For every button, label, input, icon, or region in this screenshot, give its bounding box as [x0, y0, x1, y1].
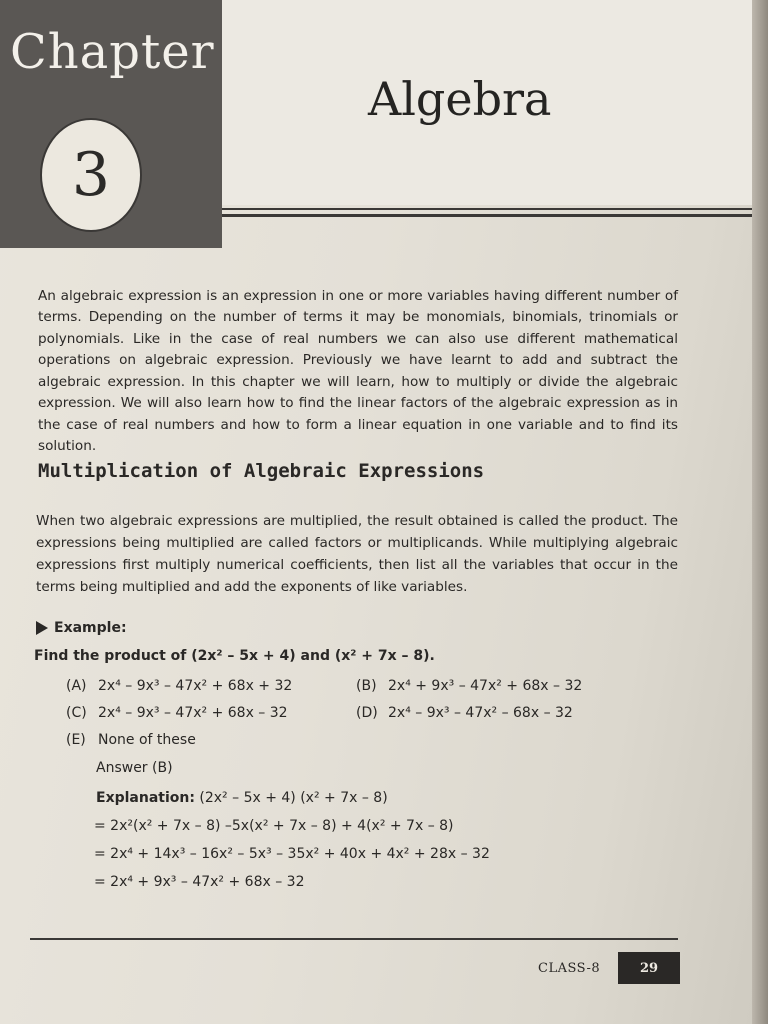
example-label — [36, 620, 127, 636]
option-c — [66, 705, 288, 721]
option-d — [356, 705, 573, 721]
answer-text: Answer (B) — [96, 760, 173, 776]
explanation-expression: (2x² – 5x + 4) (x² + 7x – 8) — [199, 790, 388, 806]
title-rule-thin — [222, 208, 752, 210]
section-paragraph: When two algebraic expressions are multiplied, the result obtained is called the product. The expressions being multiplied are called factors or multiplicands. While multiplying algebraic expressions first multiply numerical coefficients, then list all the variables that occur in the terms being multiplied and add the exponents of like variables. — [36, 512, 678, 595]
explanation-label: Explanation: — [96, 790, 195, 806]
option-text: 2x⁴ – 9x³ – 47x² + 68x + 32 — [98, 678, 293, 694]
chapter-number-badge — [40, 118, 142, 232]
option-text: 2x⁴ – 9x³ – 47x² – 68x – 32 — [388, 705, 573, 721]
page-number-box — [618, 952, 680, 984]
option-text: 2x⁴ – 9x³ – 47x² + 68x – 32 — [98, 705, 288, 721]
explanation-line — [96, 790, 388, 806]
chapter-band — [0, 0, 222, 248]
page-edge — [752, 0, 768, 1024]
example-question: Find the product of (2x² – 5x + 4) and (x² + 7x – 8). — [34, 648, 435, 664]
explanation-step-2: = 2x⁴ + 14x³ – 16x² – 5x³ – 35x² + 40x + 4x² + 28x – 32 — [94, 846, 490, 862]
arrow-icon — [36, 621, 48, 635]
option-text: None of these — [98, 732, 196, 748]
explanation-step-3: = 2x⁴ + 9x³ – 47x² + 68x – 32 — [94, 874, 305, 890]
option-tag: (E) — [66, 732, 86, 748]
class-label: CLASS-8 — [538, 961, 601, 976]
page-number: 29 — [639, 960, 659, 976]
option-e — [66, 732, 196, 748]
option-tag: (D) — [356, 705, 378, 721]
option-a — [66, 678, 292, 694]
example-label-text: Example: — [54, 620, 127, 636]
option-tag: (A) — [66, 678, 87, 694]
explanation-step-1: = 2x²(x² + 7x – 8) –5x(x² + 7x – 8) + 4(x² + 7x – 8) — [94, 818, 454, 834]
chapter-label: Chapter — [10, 24, 215, 80]
section-heading: Multiplication of Algebraic Expressions — [38, 460, 485, 482]
option-tag: (C) — [66, 705, 87, 721]
footer-rule — [30, 938, 678, 940]
option-text: 2x⁴ + 9x³ – 47x² + 68x – 32 — [388, 678, 583, 694]
title-rule-thick — [222, 214, 752, 217]
intro-paragraph: An algebraic expression is an expression in one or more variables having different number of terms. Depending on the number of terms it may be monomials, binomials, trinomials or polynomials. Like in the case of real numbers we can also use different mathematical operations on algebraic expression. Previously we have learnt to add and subtract the algebraic expression. In this chapter we will learn, how to multiply or divide the algebraic expression. We will also learn how to find the linear factors of the algebraic expression as in the case of real numbers and how to form a linear equation in one variable and to find its solution. — [38, 287, 678, 455]
option-tag: (B) — [356, 678, 377, 694]
option-b — [356, 678, 582, 694]
chapter-title: Algebra — [368, 72, 552, 126]
chapter-number: 3 — [71, 140, 111, 210]
